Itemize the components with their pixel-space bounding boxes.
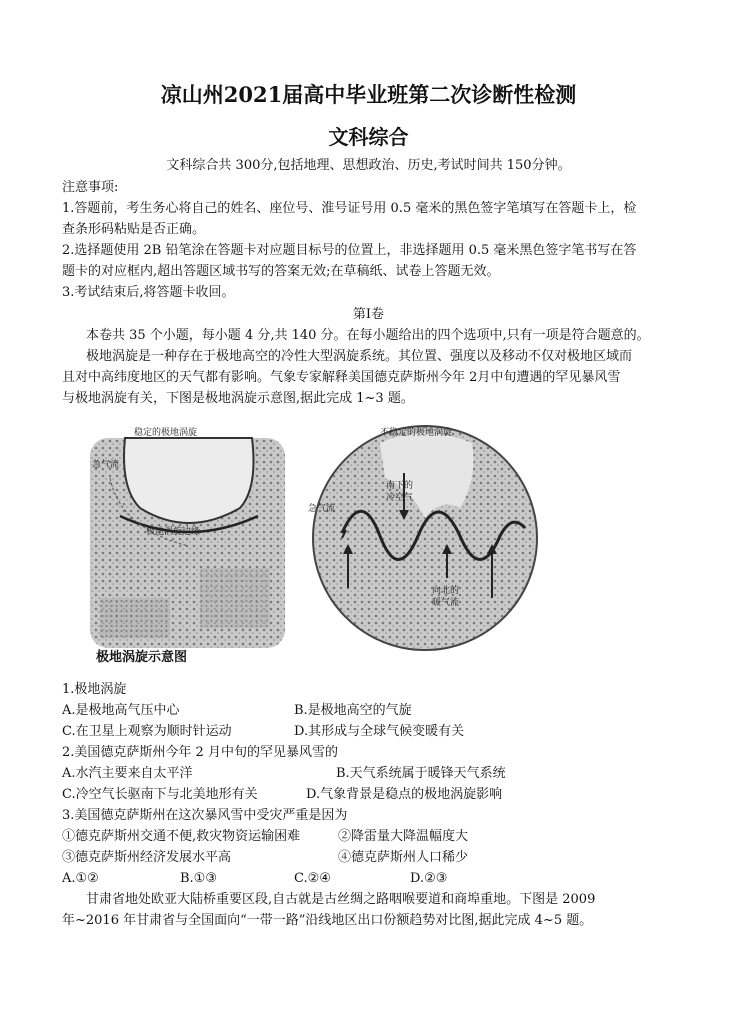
q1-option-a: A.是极地高气压中心 <box>62 703 180 718</box>
q1-option-c: C.在卫星上观察为顺时针运动 <box>62 724 232 739</box>
exam-intro: 文科综合共 300分,包括地理、思想政治、历史,考试时间共 150分钟。 <box>166 158 571 173</box>
figure-caption: 极地涡旋示意图 <box>96 650 188 665</box>
polar-vortex-diagram <box>80 418 540 673</box>
passage-1-line-1: 极地涡旋是一种存在于极地高空的冷性大型涡旋系统。其位置、强度以及移动不仅对极地区域而 <box>86 349 633 364</box>
unstable-vortex-globe <box>313 426 537 650</box>
q2-option-a: A.水汽主要来自太平洋 <box>62 766 193 781</box>
note-1-line-1: 1.答题前，考生务心将自己的姓名、座位号、淮号证号用 0.5 毫米的黑色签字笔填写在答题卡上，检 <box>62 201 637 216</box>
cold-air-label-2: 冷空气 <box>386 493 414 503</box>
passage-1-line-3: 与极地涡旋有关，下图是极地涡旋示意图,据此完成 1~3 题。 <box>62 391 414 406</box>
note-2-line-2: 题卡的对应框内,超出答题区域书写的答案无效;在草稿纸、试卷上答题无效。 <box>62 264 500 279</box>
vortex-edge-label: 极地涡旋边缘 <box>146 527 201 537</box>
q3-option-c: C.②④ <box>294 871 331 886</box>
warm-air-label-1: 向北的 <box>432 586 460 596</box>
q2-option-d: D.气象背景是稳点的极地涡旋影响 <box>306 787 503 802</box>
right-jet-label: 急气流 <box>308 504 336 514</box>
q3-statement-3: ③德克萨斯州经济发展水平高 <box>62 850 232 865</box>
section-title: 第Ⅰ卷 <box>352 307 385 322</box>
q2-stem: 2.美国德克萨斯州今年 2 月中旬的罕见暴风雪的 <box>62 745 338 760</box>
passage-1-line-2: 且对中高纬度地区的天气都有影响。气象专家解释美国德克萨斯州今年 2月中旬遭遇的罕见暴风雪 <box>62 370 621 385</box>
unstable-vortex-title: 不稳定的极地涡旋 <box>380 428 453 438</box>
stable-vortex-title: 稳定的极地涡旋 <box>134 428 198 438</box>
q3-option-b: B.①③ <box>180 871 217 886</box>
q3-option-a: A.①② <box>62 871 99 886</box>
q2-option-c: C.冷空气长驱南下与北美地形有关 <box>62 787 258 802</box>
section-description: 本卷共 35 个小题，每小题 4 分,共 140 分。在每小题给出的四个选项中,只有一项是符合题意的。 <box>86 328 650 343</box>
exam-subtitle: 文科综合 <box>328 125 409 149</box>
polar-vortex-figure <box>80 418 540 673</box>
q2-option-b: B.天气系统属于暖锋天气系统 <box>336 766 506 781</box>
q3-statement-1: ①德克萨斯州交通不便,救灾物资运输困难 <box>62 829 301 844</box>
note-2-line-1: 2.选择题使用 2B 铅笔涂在答题卡对应题目标号的位置上，非选择题用 0.5 毫米黑色签字笔书写在答 <box>62 243 637 258</box>
q1-option-d: D.其形成与全球气候变暖有关 <box>294 724 465 739</box>
cold-air-label-1: 南下的 <box>386 481 414 491</box>
q3-statement-4: ④德克萨斯州人口稀少 <box>338 850 469 865</box>
note-3: 3.考试结束后,将答题卡收回。 <box>62 285 235 300</box>
q1-option-b: B.是极地高空的气旋 <box>294 703 412 718</box>
note-1-line-2: 查条形码粘贴是否正确。 <box>62 222 206 237</box>
q3-option-d: D.②③ <box>410 871 448 886</box>
q3-statement-2: ②降雷量大降温幅度大 <box>338 829 469 844</box>
stable-vortex-globe <box>90 438 285 648</box>
passage-2-line-1: 甘肃省地处欧亚大陆桥重要区段,自古就是古丝绸之路咽喉要道和商埠重地。下图是 2009 <box>86 892 596 907</box>
q1-stem: 1.极地涡旋 <box>62 682 127 697</box>
q3-stem: 3.美国德克萨斯州在这次暴风雪中受灾严重是因为 <box>62 808 348 823</box>
left-jet-label: 急气流 <box>92 460 120 470</box>
exam-title: 凉山州2021届高中毕业班第二次诊断性检测 <box>160 82 577 107</box>
notes-heading: 注意事项: <box>62 180 119 195</box>
warm-air-label-2: 暖气流 <box>432 598 460 608</box>
passage-2-line-2: 年~2016 年甘肃省与全国面向“一带一路”沿线地区出口份额趋势对比图,据此完成 4~5 题。 <box>62 913 593 928</box>
